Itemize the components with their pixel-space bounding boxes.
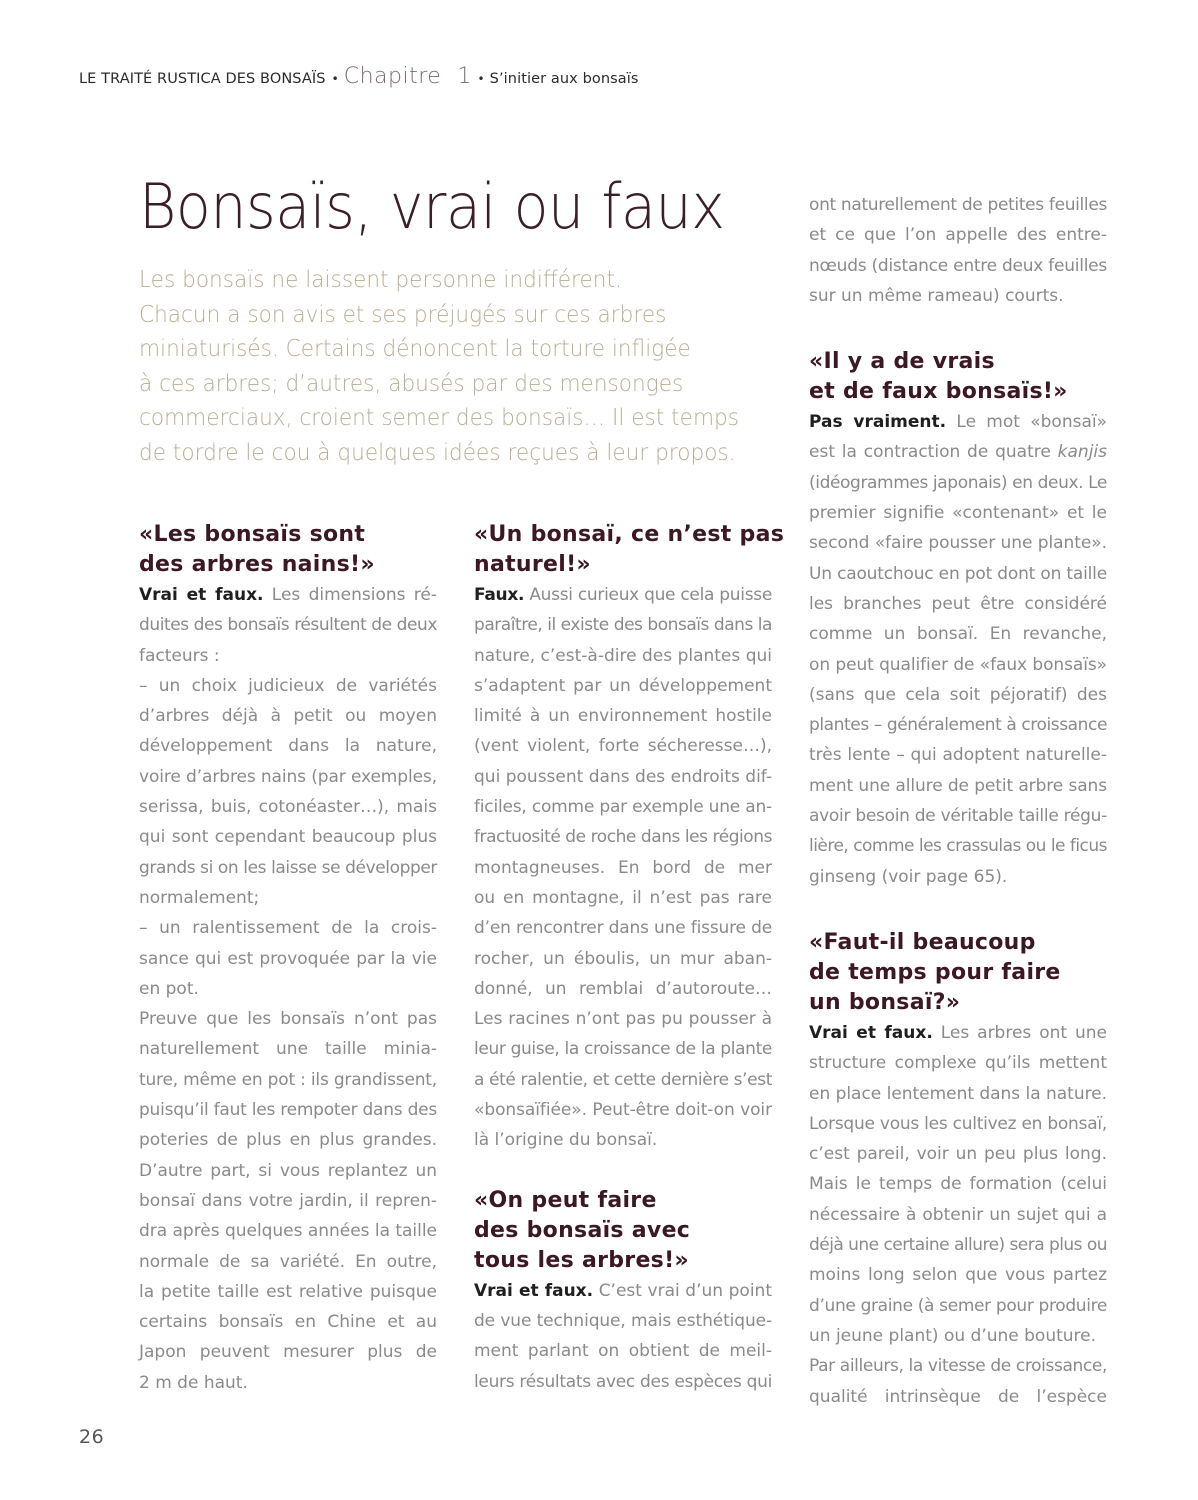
body-line: puisqu’il faut les rempoter dans des bbox=[139, 1100, 437, 1121]
body-line bbox=[474, 580, 772, 610]
body-line: moins long selon que vous partez bbox=[809, 1265, 1107, 1286]
body-line: normalement; bbox=[139, 887, 260, 908]
body-line: de vue technique, mais esthétique- bbox=[474, 1310, 772, 1331]
body-line: les branches peut être considéré bbox=[809, 593, 1107, 614]
verdict: Vrai et faux. bbox=[474, 1280, 594, 1301]
section-time-needed bbox=[809, 928, 1107, 1412]
heading-line: de temps pour faire bbox=[809, 959, 1061, 985]
verdict: Vrai et faux. bbox=[139, 585, 264, 605]
body-line: a été ralentie, et cette dernière s’est bbox=[474, 1069, 772, 1090]
body-text: Le mot «bonsaï» bbox=[956, 412, 1107, 433]
body-line: sur un même rameau) courts. bbox=[809, 285, 1064, 306]
body-line: déjà une certaine allure) sera plus ou bbox=[809, 1235, 1107, 1256]
body-line: montagneuses. En bord de mer bbox=[474, 857, 772, 878]
body-line: ment parlant on obtient de meil- bbox=[474, 1341, 772, 1362]
heading-line: des bonsaïs avec bbox=[474, 1217, 691, 1243]
body-line: ture, même en pot : ils grandissent, bbox=[139, 1069, 437, 1090]
body-line: sance qui est provoquée par la vie bbox=[139, 948, 437, 969]
column-3 bbox=[809, 190, 1107, 1412]
body-line: avoir besoin de véritable taille régu- bbox=[809, 806, 1107, 827]
section-heading bbox=[474, 1186, 772, 1276]
body-text: est la contraction de quatre bbox=[809, 442, 1051, 463]
body-line: d’en rencontrer dans une fissure de bbox=[474, 918, 772, 939]
body-line: «bonsaïfiée». Peut-être doit-on voir bbox=[474, 1100, 772, 1121]
column-1 bbox=[139, 520, 437, 1398]
body-line: dra après quelques années la taille bbox=[139, 1221, 437, 1242]
body-line: (sans que cela soit péjoratif) des bbox=[809, 684, 1107, 705]
body-line: Japon peuvent mesurer plus de bbox=[139, 1342, 437, 1363]
lead-line: Chacun a son avis et ses préjugés sur ces arbres bbox=[139, 301, 667, 328]
section-heading bbox=[809, 347, 1107, 407]
body-line: ont naturellement de petites feuilles bbox=[809, 195, 1107, 215]
section-all-trees bbox=[474, 1186, 772, 1397]
body-text: Les arbres ont une bbox=[940, 1022, 1107, 1043]
page-title: Bonsaïs, vrai ou faux bbox=[139, 170, 725, 243]
lead-line: miniaturisés. Certains dénoncent la torture infligée bbox=[139, 336, 691, 362]
body-text: Aussi curieux que cela puisse bbox=[529, 585, 773, 605]
body-line: leur guise, la croissance de la plante bbox=[474, 1039, 772, 1060]
body-line: second «faire pousser une plante». bbox=[809, 533, 1107, 554]
heading-line: «On peut faire bbox=[474, 1187, 657, 1213]
section-body bbox=[809, 407, 1107, 892]
section-true-false-bonsai bbox=[809, 347, 1107, 892]
verdict: Pas vraiment. bbox=[809, 412, 947, 433]
heading-line: naturel!» bbox=[474, 552, 591, 577]
body-line: Mais le temps de formation (celui bbox=[809, 1174, 1107, 1195]
verdict: Faux. bbox=[474, 585, 525, 605]
body-line: comme un bonsaï. En revanche, bbox=[809, 624, 1107, 645]
body-line: s’adaptent par un développement bbox=[474, 675, 772, 696]
body-line: Les racines n’ont pas pu pousser à bbox=[474, 1009, 772, 1030]
chapter-label: Chapitre bbox=[343, 64, 442, 89]
body-line: en place lentement dans la nature. bbox=[809, 1083, 1107, 1104]
body-line bbox=[139, 580, 437, 610]
body-line: ginseng (voir page 65). bbox=[809, 866, 1008, 887]
body-line: c’est pareil, voir un peu plus long. bbox=[809, 1144, 1107, 1165]
body-line bbox=[809, 437, 1107, 467]
body-line: (idéogrammes japonais) en deux. Le bbox=[809, 472, 1107, 493]
body-line: Par ailleurs, la vitesse de croissance, bbox=[809, 1356, 1107, 1377]
body-line: certains bonsaïs en Chine et au bbox=[139, 1312, 437, 1333]
body-line: nature, c’est-à-dire des plantes qui bbox=[474, 645, 772, 666]
lead-line: à ces arbres; d’autres, abusés par des mensonges bbox=[139, 370, 684, 397]
body-line bbox=[809, 407, 1107, 437]
section-title: S’initier aux bonsaïs bbox=[489, 71, 639, 87]
body-line: paraître, il existe des bonsaïs dans la bbox=[474, 615, 772, 636]
body-line: d’arbres déjà à petit ou moyen bbox=[139, 706, 437, 727]
body-line: lière, comme les crassulas ou le ficus bbox=[809, 836, 1107, 857]
body-line: 2 m de haut. bbox=[139, 1372, 248, 1393]
body-line: rocher, un éboulis, un mur aban- bbox=[474, 948, 772, 969]
body-line: ficiles, comme par exemple une an- bbox=[474, 797, 772, 818]
body-line: – un ralentissement de la crois- bbox=[139, 918, 437, 939]
section-body bbox=[809, 1018, 1107, 1412]
continuation-body bbox=[809, 190, 1107, 311]
section-body bbox=[139, 580, 437, 1398]
heading-line: des arbres nains!» bbox=[139, 552, 375, 577]
verdict: Vrai et faux. bbox=[809, 1022, 933, 1043]
body-line: duites des bonsaïs résultent de deux bbox=[139, 615, 437, 636]
body-line: qui sont cependant beaucoup plus bbox=[139, 827, 437, 848]
section-heading bbox=[474, 520, 785, 580]
body-line: D’autre part, si vous replantez un bbox=[139, 1160, 437, 1181]
body-line: un jeune plant) ou d’une bouture. bbox=[809, 1325, 1097, 1346]
body-line: – un choix judicieux de variétés bbox=[139, 675, 437, 696]
book-title: LE TRAITÉ RUSTICA DES BONSAÏS bbox=[79, 71, 326, 87]
body-line: qui poussent dans des endroits dif- bbox=[474, 766, 772, 787]
body-line: premier signifie «contenant» et le bbox=[809, 503, 1107, 524]
body-line: limité à un environnement hostile bbox=[474, 706, 772, 727]
body-line: qualité intrinsèque de l’espèce bbox=[809, 1386, 1107, 1407]
body-line: et ce que l’on appelle des entre- bbox=[809, 225, 1107, 246]
body-line: Preuve que les bonsaïs n’ont pas bbox=[139, 1009, 437, 1030]
body-line: leurs résultats avec des espèces qui bbox=[474, 1371, 772, 1392]
body-line: d’une graine (à semer pour produire bbox=[809, 1295, 1107, 1316]
body-line: donné, un remblai d’autoroute… bbox=[474, 978, 772, 999]
column-2 bbox=[474, 520, 785, 1397]
lead-line: de tordre le cou à quelques idées reçues à leur propos. bbox=[139, 439, 736, 466]
body-line: Un caoutchouc en pot dont on taille bbox=[809, 563, 1107, 584]
body-line: structure complexe qu’ils mettent bbox=[809, 1053, 1107, 1074]
body-line: normale de sa variété. En outre, bbox=[139, 1251, 437, 1272]
body-line: nécessaire à obtenir un sujet qui a bbox=[809, 1204, 1107, 1225]
body-line bbox=[474, 1276, 772, 1306]
heading-line: et de faux bonsaïs!» bbox=[809, 379, 1068, 405]
section-dwarf-trees bbox=[139, 520, 437, 1398]
heading-line: «Un bonsaï, ce n’est pas bbox=[474, 522, 785, 547]
body-line: on peut qualifier de «faux bonsaïs» bbox=[809, 654, 1107, 675]
heading-line: un bonsaï?» bbox=[809, 989, 961, 1015]
body-line: ment une allure de petit arbre sans bbox=[809, 775, 1107, 796]
body-line: naturellement une taille minia- bbox=[139, 1039, 437, 1060]
separator-bullet: • bbox=[477, 72, 485, 86]
body-line: nœuds (distance entre deux feuilles bbox=[809, 255, 1107, 276]
lead-paragraph bbox=[139, 263, 779, 470]
section-body bbox=[474, 580, 772, 1156]
heading-line: «Il y a de vrais bbox=[809, 349, 995, 375]
body-line: bonsaï dans votre jardin, il repren- bbox=[139, 1190, 437, 1211]
body-line: grands si on les laisse se développer bbox=[139, 857, 437, 878]
heading-line: «Faut-il beaucoup bbox=[809, 929, 1036, 955]
body-line: serissa, buis, cotonéaster…), mais bbox=[139, 797, 437, 818]
section-heading bbox=[809, 928, 1107, 1018]
body-line: (vent violent, forte sécheresse…), bbox=[474, 736, 772, 757]
body-line: facteurs : bbox=[139, 645, 220, 666]
body-line: la petite taille est relative puisque bbox=[139, 1281, 437, 1302]
body-line: très lente – qui adoptent naturelle- bbox=[809, 745, 1107, 766]
section-not-natural bbox=[474, 520, 785, 1156]
body-line: poteries de plus en plus grandes. bbox=[139, 1130, 437, 1151]
chapter-number: 1 bbox=[457, 64, 472, 89]
lead-line: Les bonsaïs ne laissent personne indifférent. bbox=[139, 267, 622, 293]
section-heading bbox=[139, 520, 437, 580]
body-line: plantes – généralement à croissance bbox=[809, 715, 1107, 736]
heading-line: «Les bonsaïs sont bbox=[139, 522, 366, 547]
heading-line: tous les arbres!» bbox=[474, 1247, 689, 1273]
body-line: en pot. bbox=[139, 978, 199, 999]
body-line bbox=[809, 1018, 1107, 1048]
body-line: fractuosité de roche dans les régions bbox=[474, 827, 772, 848]
body-text: Les dimensions ré- bbox=[271, 585, 437, 605]
body-line: Lorsque vous les cultivez en bonsaï, bbox=[809, 1113, 1107, 1134]
body-line: ou en montagne, il n’est pas rare bbox=[474, 887, 772, 908]
body-line: voire d’arbres nains (par exemples, bbox=[139, 766, 437, 787]
page-number: 26 bbox=[79, 1426, 105, 1448]
body-line: là l’origine du bonsaï. bbox=[474, 1130, 658, 1151]
lead-line: commerciaux, croient semer des bonsaïs… Il est temps bbox=[139, 405, 739, 431]
italic-term: kanjis bbox=[1057, 442, 1107, 463]
body-text: C’est vrai d’un point bbox=[598, 1280, 772, 1301]
section-body bbox=[474, 1276, 772, 1397]
separator-bullet: • bbox=[331, 72, 339, 86]
running-head bbox=[79, 64, 639, 94]
body-line: développement dans la nature, bbox=[139, 736, 437, 757]
